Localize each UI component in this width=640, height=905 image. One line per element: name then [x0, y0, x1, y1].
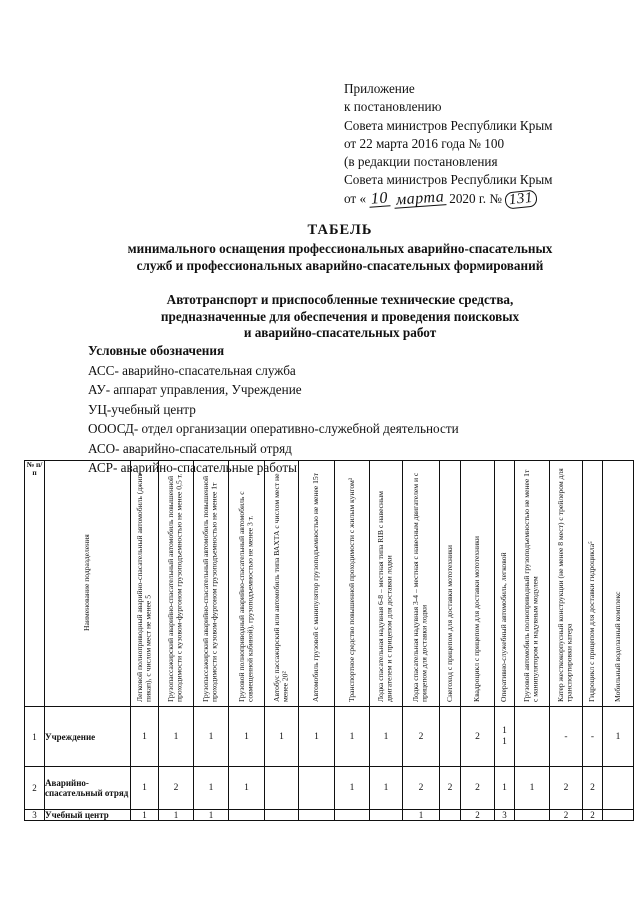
- table-cell: 1: [603, 707, 634, 767]
- column-header: [159, 461, 194, 707]
- table-cell: 2: [403, 767, 440, 810]
- table-cell: 1: [299, 707, 335, 767]
- section-heading: [60, 292, 620, 342]
- column-header-text: Квадроцикл с прицепом для доставки мототехники: [472, 536, 482, 702]
- table-cell: 1: [229, 707, 265, 767]
- table-cell: [299, 767, 335, 810]
- table-row: [25, 767, 634, 810]
- column-header-text: Лодка спасательная надувная 3-4 – местная с навесным двигателем и с прицепом для доставки лодки: [411, 472, 429, 702]
- column-header: [229, 461, 265, 707]
- column-header: [194, 461, 229, 707]
- column-header: [131, 461, 159, 707]
- table-cell: 1: [495, 767, 515, 810]
- row-name: Учреждение: [45, 707, 131, 767]
- document-title: ТАБЕЛЬ: [307, 222, 373, 238]
- column-header-text: Катер жесткокорпусный конструкции (не менее 8 мест) с трейлером для транспортировки катера: [556, 468, 574, 702]
- column-header: [370, 461, 403, 707]
- legend-item: АСО- аварийно-спасательный отряд: [88, 440, 292, 456]
- date-year: 2020 г. №: [449, 190, 502, 206]
- table-cell: 2: [550, 810, 583, 821]
- table-cell: 1: [194, 767, 229, 810]
- row-number: 1: [25, 707, 45, 767]
- column-header-text: Лодка спасательная надувная 6-8 – местная типа RIB с навесным двигателем и с прицепом для доставки лодки: [376, 491, 394, 702]
- table-cell: 1: [131, 767, 159, 810]
- appendix-line: Совета министров Республики Крым: [344, 172, 553, 188]
- column-header-text: Грузовой полноприводный аварийно-спасательный автомобиль с совмещенной кабиной), грузоподъемностью не менее 3 т.: [236, 491, 255, 702]
- column-header-text: Оперативно-служебный автомобиль, легковой: [499, 552, 509, 702]
- header-name: [45, 461, 131, 707]
- table-cell: 1: [194, 707, 229, 767]
- table-cell: -: [583, 707, 603, 767]
- table-cell: 2: [583, 810, 603, 821]
- table-cell: 2: [461, 767, 495, 810]
- table-cell: [335, 810, 370, 821]
- table-cell: [229, 810, 265, 821]
- legend-heading: Условные обозначения: [88, 343, 225, 358]
- row-name: Учебный центр: [45, 810, 131, 821]
- table-cell: 1: [131, 707, 159, 767]
- appendix-line: (в редакции постановления: [344, 154, 498, 170]
- row-number: 3: [25, 810, 45, 821]
- handwritten-number: 131: [504, 189, 538, 209]
- table-cell: 2: [403, 707, 440, 767]
- table-cell: 3: [495, 810, 515, 821]
- column-header-text: Транспортное средство повышенной проходимости с жилым кунгом³: [346, 477, 356, 702]
- legend-item: АСР- аварийно-спасательные работы: [88, 460, 297, 475]
- appendix-line: к постановлению: [344, 99, 442, 115]
- column-header-text: Мобильный водолазный комплекс: [612, 591, 622, 702]
- column-header: [299, 461, 335, 707]
- table-cell: [603, 767, 634, 810]
- table-cell: 2: [583, 767, 603, 810]
- row-name: Аварийно-спасательный отряд: [45, 767, 131, 810]
- column-header: [550, 461, 583, 707]
- section-line: и аварийно-спасательных работ: [243, 325, 437, 340]
- appendix-block: [344, 80, 624, 208]
- document-subtitle: [60, 240, 620, 274]
- column-header-text: Автомобиль грузовой с манипулятор грузоподъемностью не менее 15т: [311, 473, 321, 702]
- handwritten-month: марта: [395, 188, 445, 209]
- appendix-line: Приложение: [344, 81, 415, 96]
- table-cell: [265, 767, 299, 810]
- table-row: [25, 707, 634, 767]
- table-cell: 2: [461, 810, 495, 821]
- column-header-text: Грузопассажирский аварийно-спасательный автомобиль повышенной проходимости с кузовом-фургоном грузоподъемностью не менее 0,5 т.: [166, 473, 184, 702]
- row-number: 2: [25, 767, 45, 810]
- table-cell: 1: [370, 707, 403, 767]
- header-num: № п/п: [25, 461, 45, 707]
- column-header-text: Легковой полноприводный аварийно-спасательный автомобиль (джип/пикап), с числом мест не менее 5: [134, 472, 153, 702]
- appendix-line: от 22 марта 2016 года № 100: [344, 135, 505, 151]
- table-cell: [515, 810, 550, 821]
- column-header-text: Грузопассажирский аварийно-спасательный автомобиль повышенной проходимости с кузовом-фургоном грузоподъемностью не менее 1т: [201, 475, 219, 702]
- subtitle-line: минимального оснащения профессиональных аварийно-спасательных: [127, 241, 553, 256]
- table-cell: [370, 810, 403, 821]
- table-cell: 1: [335, 707, 370, 767]
- column-header: [461, 461, 495, 707]
- table-cell: 1: [194, 810, 229, 821]
- column-header-text: Снегоход с прицепом для доставки мототехники: [444, 545, 454, 702]
- table-cell: [515, 707, 550, 767]
- table-cell: -: [550, 707, 583, 767]
- table-cell: [603, 810, 634, 821]
- table-cell: [440, 810, 461, 821]
- column-header: [583, 461, 603, 707]
- legend-item: АСС- аварийно-спасательная служба: [88, 362, 296, 378]
- table-cell: 1: [159, 707, 194, 767]
- table-cell: 1 1: [495, 707, 515, 767]
- column-header-text: Автобус пассажирский или автомобиль типа ВАХТА с числом мест не менее 20²: [271, 473, 290, 702]
- table-cell: [299, 810, 335, 821]
- column-header-text: Гидроцикл с прицепом для доставки гидроцикла⁵: [587, 541, 597, 702]
- equipment-table: [24, 460, 634, 821]
- table-cell: 2: [550, 767, 583, 810]
- legend-item: ОООСД- отдел организации оперативно-служебной деятельности: [88, 421, 459, 436]
- table-cell: 1: [229, 767, 265, 810]
- date-prefix: от «: [344, 190, 367, 206]
- handwritten-day: 10: [370, 189, 389, 208]
- table-cell: 1: [335, 767, 370, 810]
- column-header: [335, 461, 370, 707]
- header-name-text: Наименование подразделения: [82, 534, 92, 632]
- column-header: [265, 461, 299, 707]
- legend-item: УЦ-учебный центр: [88, 401, 196, 417]
- table-row: [25, 810, 634, 821]
- column-header: [515, 461, 550, 707]
- appendix-date-line: [344, 190, 624, 208]
- table-cell: 2: [440, 767, 461, 810]
- section-line: Автотранспорт и приспособленные технические средства,: [166, 292, 514, 307]
- table-header-row: [25, 461, 634, 707]
- table-cell: [440, 707, 461, 767]
- table-cell: [265, 810, 299, 821]
- table-cell: 2: [461, 707, 495, 767]
- table-cell: 1: [515, 767, 550, 810]
- column-header: [603, 461, 634, 707]
- column-header: [403, 461, 440, 707]
- column-header: [440, 461, 461, 707]
- table-cell: 1: [131, 810, 159, 821]
- section-line: предназначенные для обеспечения и проведения поисковых: [160, 308, 520, 324]
- column-header-text: Грузовой автомобиль полноприводный грузоподъемностью не менее 1т с манипулятором и надувным модулем: [522, 469, 540, 702]
- table-cell: 1: [159, 810, 194, 821]
- subtitle-line: служб и профессиональных аварийно-спасательных формирований: [136, 258, 544, 273]
- appendix-line: Совета министров Республики Крым: [344, 117, 553, 133]
- table-cell: 1: [265, 707, 299, 767]
- legend: [88, 341, 459, 478]
- table-cell: 1: [370, 767, 403, 810]
- table-cell: 1: [403, 810, 440, 821]
- column-header: [495, 461, 515, 707]
- table-cell: 2: [159, 767, 194, 810]
- legend-item: АУ- аппарат управления, Учреждение: [88, 382, 302, 397]
